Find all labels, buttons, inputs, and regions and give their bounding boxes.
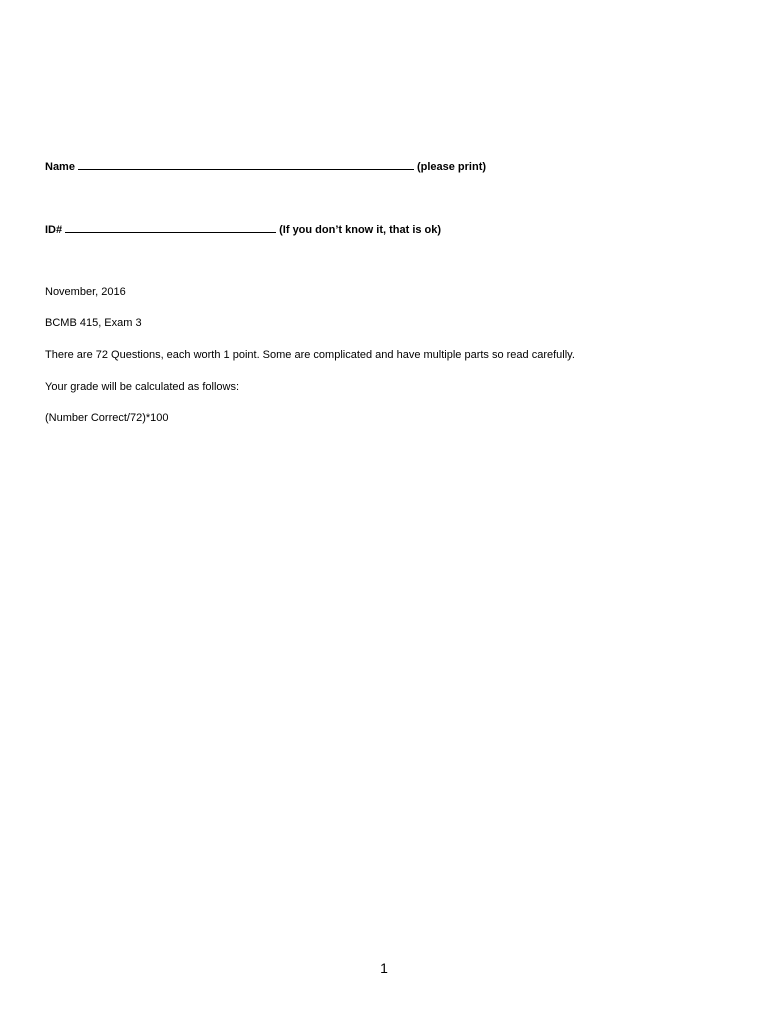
grade-intro: Your grade will be calculated as follows: — [45, 381, 240, 393]
name-label: Name — [45, 161, 75, 173]
questions-note: There are 72 Questions, each worth 1 point. Some are complicated and have multiple parts so read carefully. — [45, 349, 575, 361]
id-hint: (If you don’t know it, that is ok) — [279, 224, 442, 236]
course-title: BCMB 415, Exam 3 — [45, 317, 142, 329]
id-label: ID# — [45, 224, 63, 236]
name-hint: (please print) — [416, 161, 487, 173]
id-blank-line — [65, 221, 276, 233]
page-number: 1 — [380, 960, 388, 976]
name-row — [45, 158, 486, 174]
exam-date: November, 2016 — [45, 286, 126, 298]
name-blank-line — [78, 158, 414, 170]
id-row — [45, 221, 441, 237]
grade-formula: (Number Correct/72)*100 — [45, 412, 169, 424]
